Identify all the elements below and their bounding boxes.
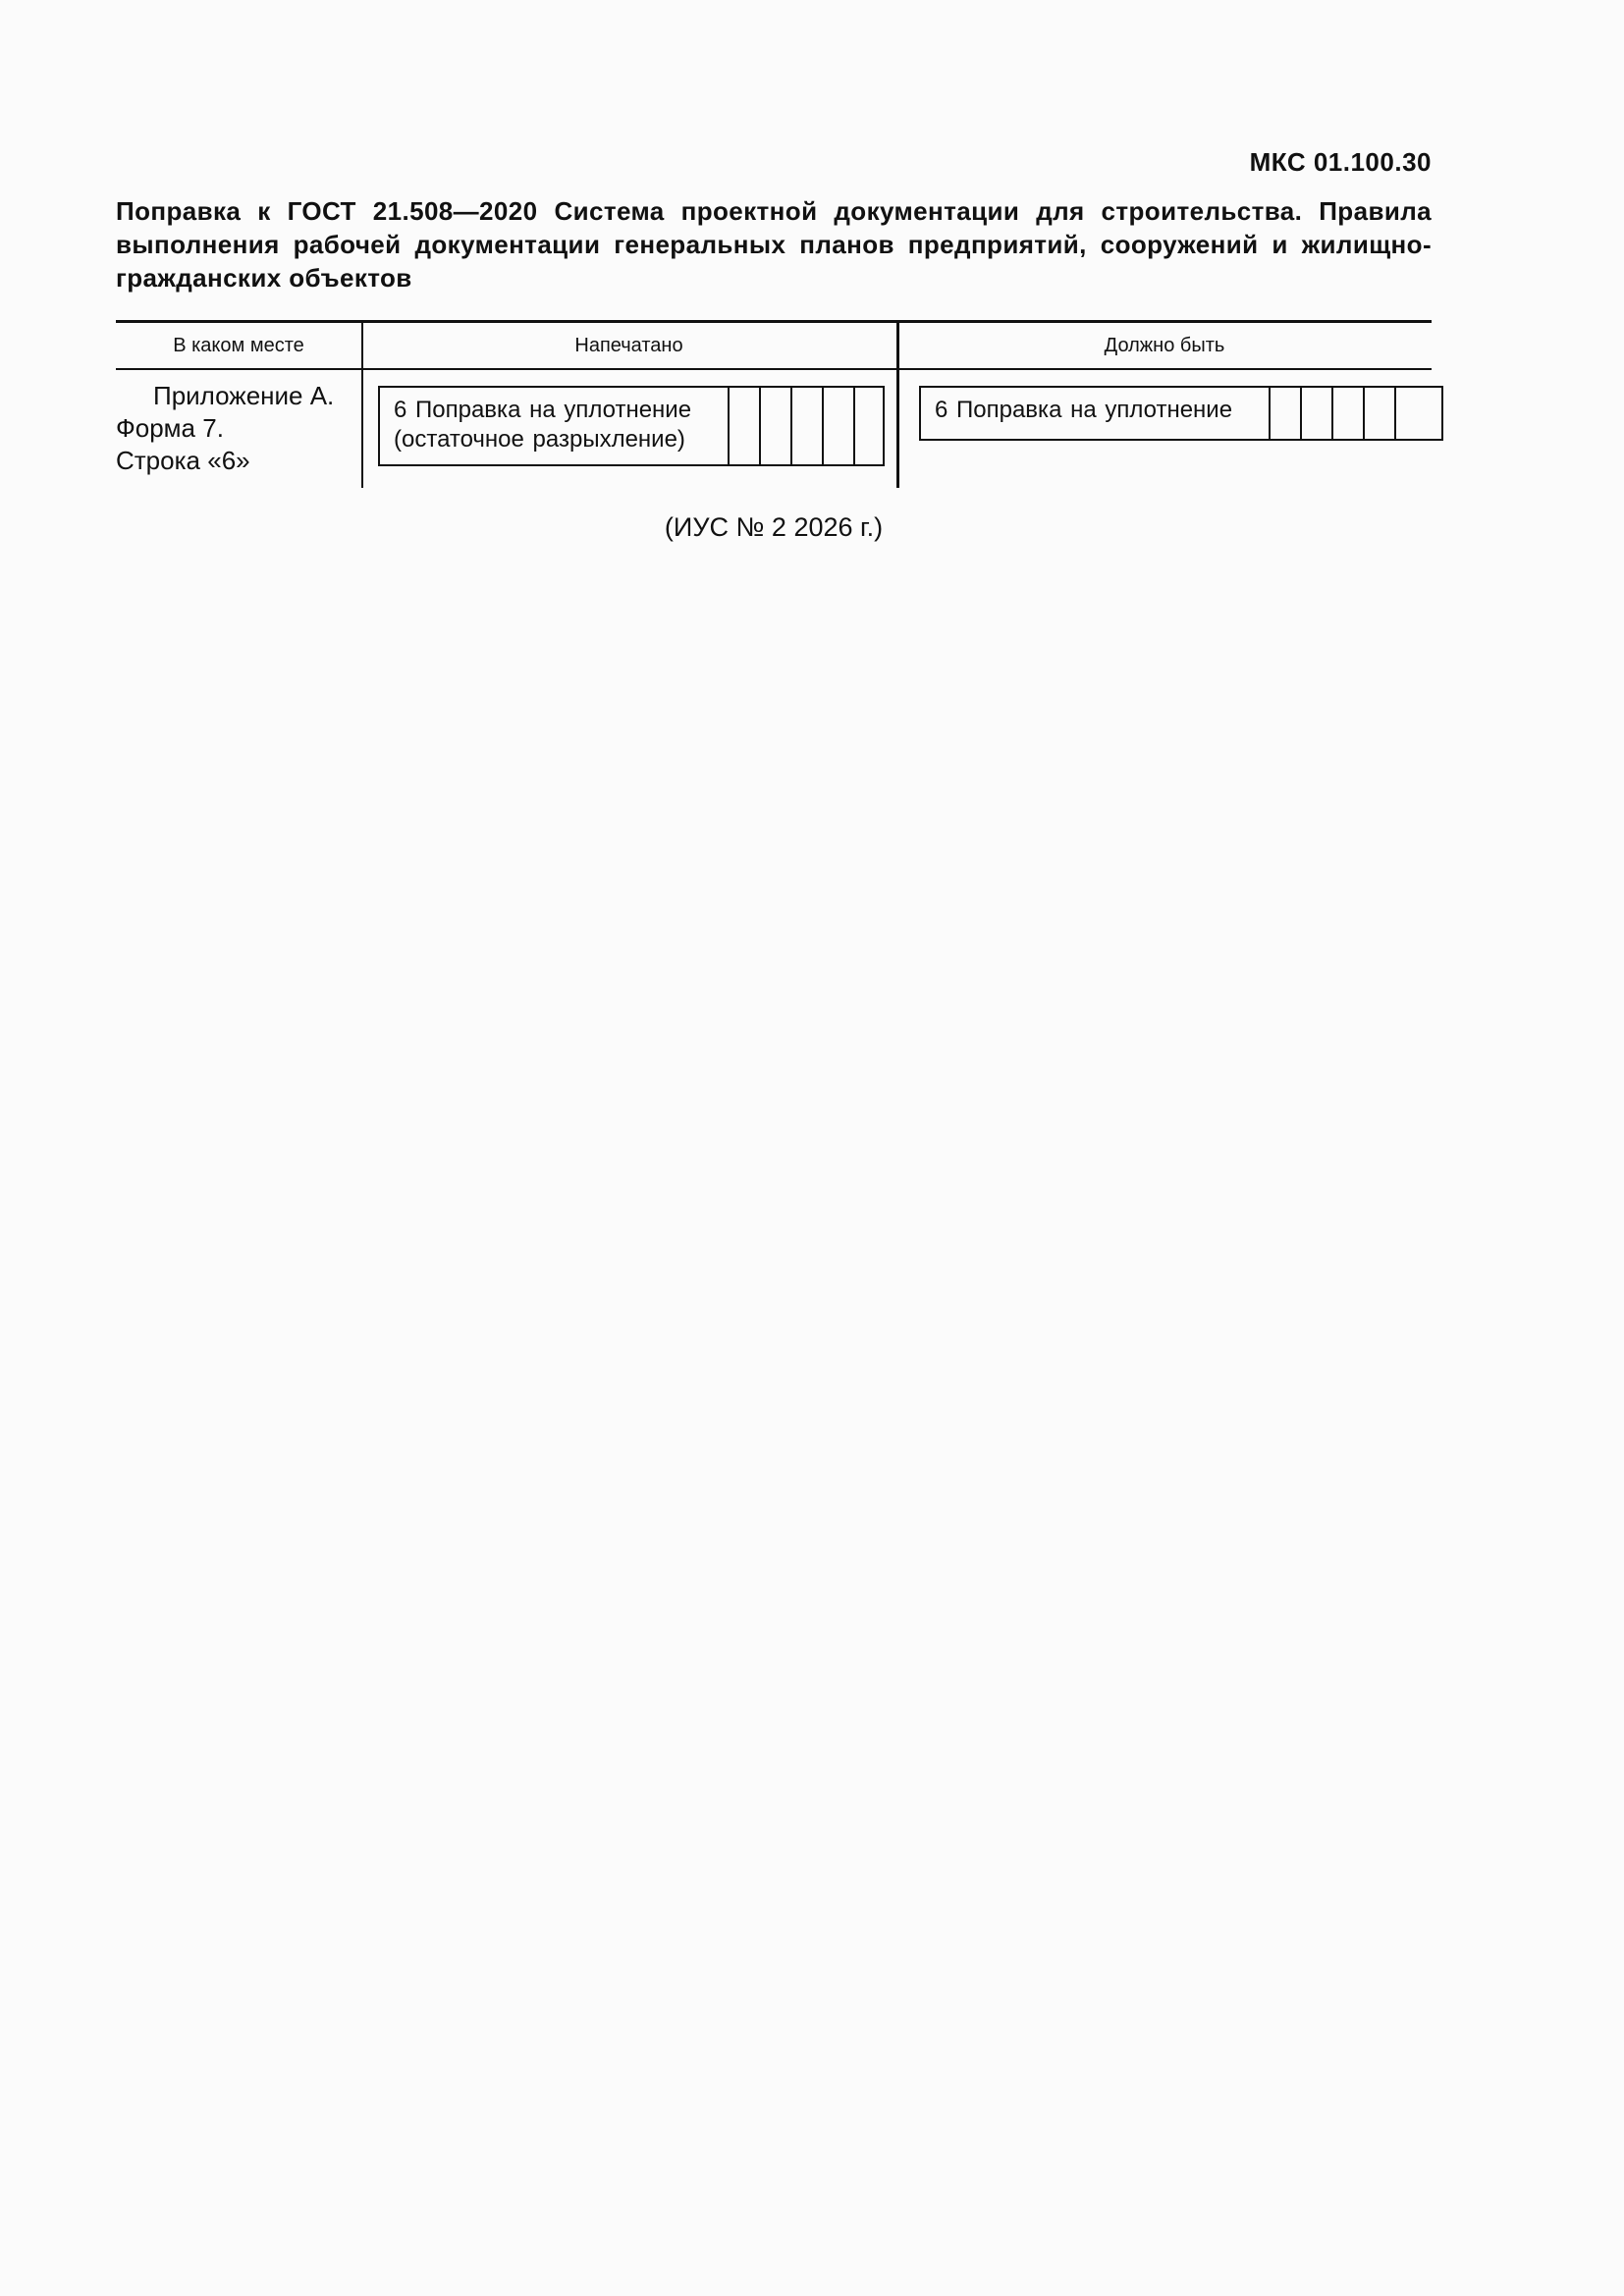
form-cell <box>728 388 759 464</box>
column-header-place: В каком месте <box>173 335 304 356</box>
printed-line: 6 Поправка на уплотнение <box>394 397 692 423</box>
mks-code: МКС 01.100.30 <box>1249 147 1432 177</box>
printed-text <box>380 388 728 464</box>
form-cell <box>759 388 790 464</box>
form-cells <box>1269 388 1424 439</box>
place-line: Приложение А. <box>153 381 335 410</box>
form-cell <box>790 388 822 464</box>
form-cell <box>1300 388 1331 439</box>
ius-reference: (ИУС № 2 2026 г.) <box>664 512 884 542</box>
form-cells <box>728 388 883 464</box>
column-divider <box>896 323 899 488</box>
printed-line: (остаточное разрыхление) <box>394 426 685 453</box>
place-cell <box>116 380 359 477</box>
column-header-should-be: Должно быть <box>1104 335 1225 356</box>
amendment-table <box>116 320 1432 488</box>
form-cell <box>1269 388 1300 439</box>
document-title: Поправка к ГОСТ 21.508—2020 Система проектной документации для строительства. Правила выполнения рабочей документации генеральных планов предприятий, сооружений и жилищно-гражданских объектов <box>116 196 1432 293</box>
should-be-line: 6 Поправка на уплотнение <box>935 397 1233 423</box>
column-divider <box>361 323 363 488</box>
form-cell <box>853 388 883 464</box>
form-cell <box>1363 388 1394 439</box>
column-header-printed: Напечатано <box>574 335 683 356</box>
form-cell <box>1394 388 1424 439</box>
form-cell <box>822 388 853 464</box>
form-cell <box>1331 388 1363 439</box>
should-be-text <box>921 388 1269 439</box>
place-line: Строка «6» <box>116 446 250 475</box>
table-header <box>116 323 1432 370</box>
place-line: Форма 7. <box>116 413 224 443</box>
should-be-form-box <box>919 386 1443 441</box>
printed-form-box <box>378 386 885 466</box>
